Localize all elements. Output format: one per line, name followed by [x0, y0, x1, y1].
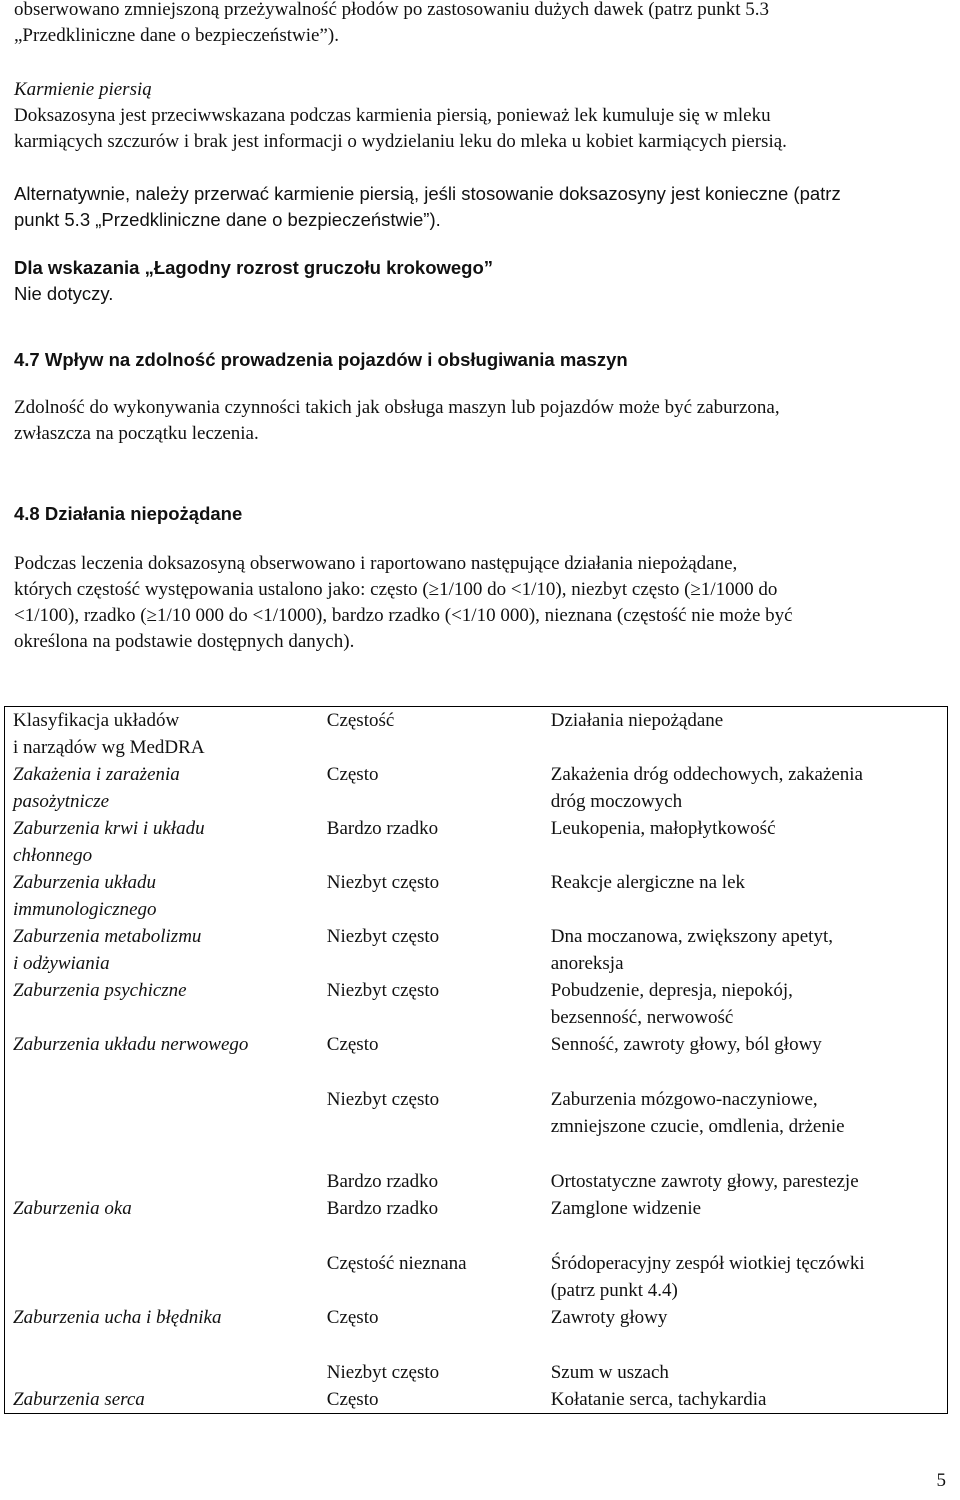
- breastfeeding-paragraph: [14, 103, 948, 155]
- cell-line: bezsenność, nerwowość: [550, 1007, 734, 1028]
- cell-soc: [5, 1222, 319, 1304]
- bph-heading: Dla wskazania „Łagodny rozrost gruczołu krokowego”: [14, 257, 494, 278]
- cell-line: Zakażenia dróg oddechowych, zakażenia: [550, 764, 863, 785]
- cell-line: Leukopenia, małopłytkowość: [550, 818, 776, 839]
- cell-soc: [5, 869, 319, 923]
- cell-line: Zaburzenia układu nerwowego: [13, 1034, 249, 1055]
- cell-freq: [319, 1222, 543, 1304]
- cell-line: Często: [326, 1034, 379, 1055]
- cell-line: Zawroty głowy: [550, 1307, 668, 1328]
- table-body: [5, 761, 948, 1414]
- cell-line: anoreksja: [550, 953, 624, 974]
- cell-line: immunologicznego: [13, 899, 157, 920]
- cell-soc: [5, 1031, 319, 1058]
- cell-soc: [5, 1140, 319, 1195]
- cell-line: Zaburzenia metabolizmu: [13, 926, 202, 947]
- section-4-7-paragraph: [14, 395, 948, 447]
- cell-soc: [5, 977, 319, 1031]
- cell-freq: [319, 1140, 543, 1195]
- cell-line: Niezbyt często: [326, 980, 440, 1001]
- cell-effect: [543, 761, 948, 815]
- header-soc: [5, 707, 319, 762]
- table-row: [5, 869, 948, 923]
- cell-freq: [319, 977, 543, 1031]
- cell-line: Zaburzenia psychiczne: [13, 980, 187, 1001]
- cell-soc: [5, 1386, 319, 1414]
- cell-line: Szum w uszach: [550, 1362, 669, 1383]
- cell-line: Śródoperacyjny zespół wiotkiej tęczówki: [550, 1253, 865, 1274]
- cell-effect: [543, 815, 948, 869]
- section-4-8-heading: 4.8 Działania niepożądane: [14, 503, 243, 524]
- cell-line: Niezbyt często: [326, 872, 440, 893]
- section-4-8-line: <1/100), rzadko (≥1/10 000 do <1/1000), bardzo rzadko (<1/10 000), nieznana (częstość nie może być: [14, 605, 793, 626]
- table-row: [5, 1304, 948, 1331]
- cell-line: Bardzo rzadko: [326, 1171, 439, 1192]
- cell-effect: [543, 1195, 948, 1222]
- section-4-8-line: Podczas leczenia doksazosyną obserwowano i raportowano następujące działania niepożądane,: [14, 553, 738, 574]
- cell-freq: [319, 761, 543, 815]
- cell-soc: [5, 923, 319, 977]
- alternative-line: punkt 5.3 „Przedkliniczne dane o bezpieczeństwie”).: [14, 209, 441, 230]
- cell-soc: [5, 1058, 319, 1140]
- cell-line: Zaburzenia serca: [13, 1389, 145, 1410]
- table-row: [5, 815, 948, 869]
- section-4-7-heading: 4.7 Wpływ na zdolność prowadzenia pojazdów i obsługiwania maszyn: [14, 349, 628, 370]
- cell-soc: [5, 1331, 319, 1386]
- cell-effect: [543, 977, 948, 1031]
- table-header-row: [5, 707, 948, 762]
- cell-line: Częstość nieznana: [326, 1253, 467, 1274]
- cell-freq: [319, 1304, 543, 1331]
- cell-line: dróg moczowych: [550, 791, 683, 812]
- cell-effect: [543, 869, 948, 923]
- cell-soc: [5, 1195, 319, 1222]
- section-4-8-line: określona na podstawie dostępnych danych).: [14, 631, 355, 652]
- alternative-line: Alternatywnie, należy przerwać karmienie piersią, jeśli stosowanie doksazosyny jest konieczne (patrz: [14, 183, 841, 204]
- table-row: [5, 1140, 948, 1195]
- cell-line: chłonnego: [13, 845, 93, 866]
- header-soc-line: Klasyfikacja układów: [13, 710, 180, 731]
- cell-freq: [319, 869, 543, 923]
- breastfeeding-line: karmiących szczurów i brak jest informacji o wydzielaniu leku do mleka u kobiet karmiących piersią.: [14, 131, 787, 152]
- cell-line: Zakażenia i zarażenia: [13, 764, 180, 785]
- bph-text: Nie dotyczy.: [14, 283, 114, 304]
- cell-line: Niezbyt często: [326, 1089, 440, 1110]
- table-row: [5, 977, 948, 1031]
- header-frequency: Częstość: [326, 710, 395, 731]
- cell-line: Zaburzenia ucha i błędnika: [13, 1307, 222, 1328]
- cell-freq: [319, 1195, 543, 1222]
- table-row: [5, 1386, 948, 1414]
- cell-line: Dna moczanowa, zwiększony apetyt,: [550, 926, 833, 947]
- cell-effect: [543, 1386, 948, 1414]
- page-number: 5: [936, 1470, 946, 1491]
- cell-line: Senność, zawroty głowy, ból głowy: [550, 1034, 822, 1055]
- adverse-reactions-table: [4, 706, 948, 1414]
- document-page: [14, 0, 948, 655]
- cell-freq: [319, 923, 543, 977]
- cell-line: Bardzo rzadko: [326, 1198, 439, 1219]
- cell-line: Niezbyt często: [326, 1362, 440, 1383]
- cell-line: Pobudzenie, depresja, niepokój,: [550, 980, 793, 1001]
- header-effects: Działania niepożądane: [550, 710, 724, 731]
- cell-soc: [5, 1304, 319, 1331]
- cell-freq: [319, 1058, 543, 1140]
- alternative-paragraph: [14, 181, 948, 233]
- cell-line: Zaburzenia krwi i układu: [13, 818, 205, 839]
- cell-line: Zaburzenia oka: [13, 1198, 132, 1219]
- cell-soc: [5, 815, 319, 869]
- cell-line: zmniejszone czucie, omdlenia, drżenie: [550, 1116, 845, 1137]
- cell-freq: [319, 1386, 543, 1414]
- section-4-7-line: zwłaszcza na początku leczenia.: [14, 423, 259, 444]
- intro-line: obserwowano zmniejszoną przeżywalność płodów po zastosowaniu dużych dawek (patrz punkt 5.3: [14, 0, 770, 20]
- cell-effect: [543, 1031, 948, 1058]
- breastfeeding-heading: Karmienie piersią: [14, 79, 152, 100]
- cell-freq: [319, 1331, 543, 1386]
- cell-effect: [543, 923, 948, 977]
- cell-line: Często: [326, 1307, 379, 1328]
- section-4-7-line: Zdolność do wykonywania czynności takich jak obsługa maszyn lub pojazdów może być zaburzona,: [14, 397, 780, 418]
- table-row: [5, 1031, 948, 1058]
- section-4-8-paragraph: [14, 551, 948, 655]
- cell-line: pasożytnicze: [13, 791, 110, 812]
- breastfeeding-line: Doksazosyna jest przeciwwskazana podczas karmienia piersią, ponieważ lek kumuluje się w mleku: [14, 105, 771, 126]
- cell-effect: [543, 1222, 948, 1304]
- cell-line: (patrz punkt 4.4): [550, 1280, 678, 1301]
- section-4-8-line: których częstość występowania ustalono jako: często (≥1/100 do <1/10), niezbyt często (≥1/1000 do: [14, 579, 778, 600]
- cell-effect: [543, 1058, 948, 1140]
- cell-line: Kołatanie serca, tachykardia: [550, 1389, 767, 1410]
- table-row: [5, 1195, 948, 1222]
- table-row: [5, 923, 948, 977]
- intro-paragraph: [14, 0, 948, 49]
- header-soc-line: i narządów wg MedDRA: [13, 737, 205, 758]
- table-row: [5, 761, 948, 815]
- table-row: [5, 1331, 948, 1386]
- cell-effect: [543, 1140, 948, 1195]
- cell-effect: [543, 1304, 948, 1331]
- cell-line: Zaburzenia układu: [13, 872, 157, 893]
- cell-line: Ortostatyczne zawroty głowy, parestezje: [550, 1171, 859, 1192]
- cell-freq: [319, 815, 543, 869]
- cell-line: i odżywiania: [13, 953, 110, 974]
- cell-line: Zamglone widzenie: [550, 1198, 702, 1219]
- table-row: [5, 1058, 948, 1140]
- cell-line: Często: [326, 764, 379, 785]
- cell-line: Zaburzenia mózgowo-naczyniowe,: [550, 1089, 818, 1110]
- table-row: [5, 1222, 948, 1304]
- cell-soc: [5, 761, 319, 815]
- cell-line: Niezbyt często: [326, 926, 440, 947]
- intro-line: „Przedkliniczne dane o bezpieczeństwie”).: [14, 25, 339, 46]
- cell-freq: [319, 1031, 543, 1058]
- cell-line: Reakcje alergiczne na lek: [550, 872, 746, 893]
- cell-line: Bardzo rzadko: [326, 818, 439, 839]
- cell-effect: [543, 1331, 948, 1386]
- cell-line: Często: [326, 1389, 379, 1410]
